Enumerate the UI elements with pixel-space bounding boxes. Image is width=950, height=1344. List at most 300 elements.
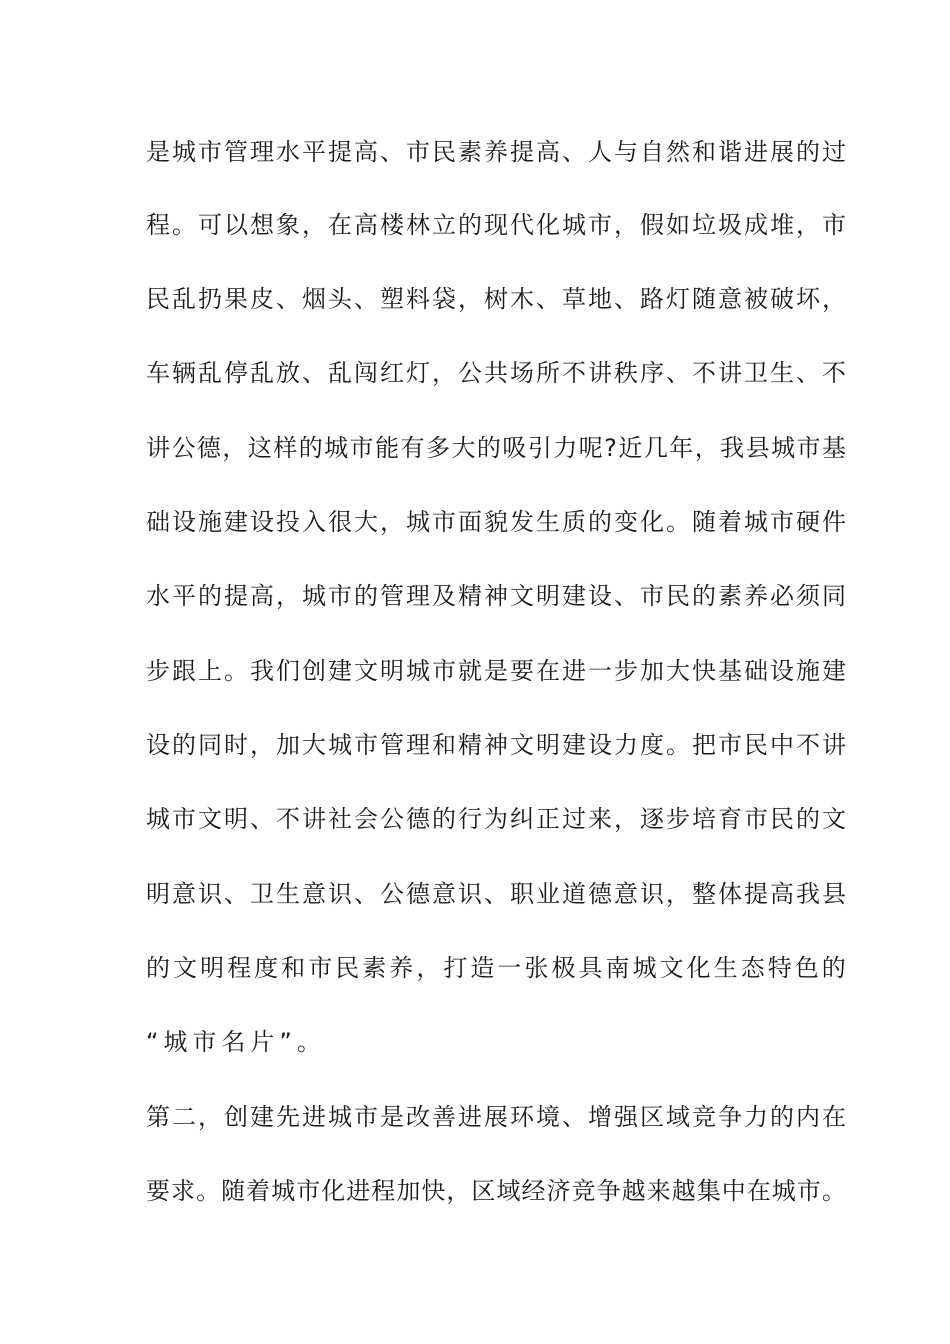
text-char: 德: [196, 434, 221, 462]
text-char: 、: [276, 285, 300, 313]
text-char: 养: [744, 582, 768, 610]
text-char: 面: [458, 508, 482, 536]
text-char: 力: [744, 1103, 768, 1131]
text-char: 中: [721, 1177, 746, 1205]
text-char: 第: [146, 1103, 170, 1131]
text-char: 的: [298, 434, 323, 462]
text-char: 灯: [406, 359, 430, 387]
text-char: 不: [822, 359, 846, 387]
text-char: 度: [254, 954, 279, 982]
text-char: 着: [718, 508, 742, 536]
text-char: 南: [605, 954, 630, 982]
text-char: 的: [821, 954, 846, 982]
text-char: 、: [796, 359, 820, 387]
text-char: 市: [308, 954, 333, 982]
text-char: 大: [666, 657, 690, 685]
text-char: 必: [770, 582, 794, 610]
text-char: 灯: [666, 285, 690, 313]
text-char: 多: [425, 434, 450, 462]
text-char: 神: [484, 731, 508, 759]
text-char: 放: [276, 359, 300, 387]
text-char: 假: [640, 211, 664, 239]
text-char: 展: [770, 138, 794, 166]
text-char: 几: [643, 434, 668, 462]
text-char: 料: [406, 285, 430, 313]
text-char: 社: [328, 805, 352, 833]
text-char: 在: [536, 657, 560, 685]
text-char: 基: [718, 657, 742, 685]
text-char: 打: [443, 954, 468, 982]
text-char: 意: [718, 285, 742, 313]
text-char: ，: [458, 285, 482, 313]
text-char: 民: [666, 582, 690, 610]
text-char: 竞: [692, 1103, 716, 1131]
text-char: 袋: [432, 285, 456, 313]
text-char: 近: [618, 434, 643, 462]
text-char: 着: [246, 1177, 271, 1205]
text-char: 环: [510, 1103, 534, 1131]
text-char: 进: [562, 657, 586, 685]
text-char: 和: [692, 138, 716, 166]
text-char: 道: [562, 880, 586, 908]
text-line: [146, 1097, 846, 1137]
text-line: [146, 1171, 846, 1211]
text-char: 文: [173, 954, 198, 982]
text-char: 扔: [198, 285, 222, 313]
text-char: 的: [354, 582, 378, 610]
text-char: 进: [458, 1103, 482, 1131]
text-char: 公: [380, 805, 404, 833]
text-char: 理: [250, 138, 274, 166]
text-char: 建: [562, 582, 586, 610]
text-char: 场: [510, 359, 534, 387]
text-char: 把: [692, 731, 716, 759]
text-char: ，: [198, 1103, 222, 1131]
text-char: 县: [822, 880, 846, 908]
text-char: 快: [421, 1177, 446, 1205]
text-char: 的: [692, 582, 716, 610]
text-char: 投: [276, 508, 300, 536]
text-char: 与: [614, 138, 638, 166]
text-char: 识: [458, 880, 482, 908]
text-char: 很: [328, 508, 352, 536]
text-char: 被: [744, 285, 768, 313]
text-char: 生: [536, 508, 560, 536]
text-line: [146, 205, 846, 245]
text-char: 明: [200, 954, 225, 982]
text-char: 乱: [198, 359, 222, 387]
text-char: 础: [146, 508, 170, 536]
text-char: 集: [696, 1177, 721, 1205]
text-char: 果: [224, 285, 248, 313]
text-char: 城: [324, 434, 349, 462]
text-char: 辆: [172, 359, 196, 387]
text-char: 地: [588, 285, 612, 313]
text-char: 城: [146, 805, 170, 833]
text-char: ，: [796, 211, 820, 239]
text-char: 随: [692, 285, 716, 313]
text-char: 加: [640, 657, 664, 685]
text-char: 市: [770, 508, 794, 536]
text-char: ，: [302, 211, 326, 239]
text-char: 年: [669, 434, 694, 462]
text-char: 来: [646, 1177, 671, 1205]
text-char: 这: [247, 434, 272, 462]
text-char: 整: [692, 880, 716, 908]
text-char: 民: [432, 138, 456, 166]
text-char: 生: [276, 880, 300, 908]
text-char: 吸: [502, 434, 527, 462]
text-char: 管: [224, 138, 248, 166]
text-char: 强: [614, 1103, 638, 1131]
text-char: 卫: [744, 359, 768, 387]
text-char: 公: [380, 880, 404, 908]
text-char: 经: [521, 1177, 546, 1205]
text-char: 识: [198, 880, 222, 908]
text-char: 意: [302, 880, 326, 908]
text-char: 车: [146, 359, 170, 387]
text-char: 们: [276, 657, 300, 685]
text-char: 民: [744, 731, 768, 759]
text-char: 头: [328, 285, 352, 313]
text-char: 可: [198, 211, 222, 239]
text-line: [146, 428, 846, 468]
text-char: 质: [562, 508, 586, 536]
text-char: 济: [546, 1177, 571, 1205]
text-char: 创: [224, 1103, 248, 1131]
text-char: 不: [562, 359, 586, 387]
text-char: 城: [172, 138, 196, 166]
text-char: 正: [536, 805, 560, 833]
text-char: 化: [536, 211, 560, 239]
text-char: 设: [146, 731, 170, 759]
text-char: 提: [510, 138, 534, 166]
text-char: 象: [276, 211, 300, 239]
text-char: 闯: [354, 359, 378, 387]
text-char: 以: [224, 211, 248, 239]
text-char: 和: [281, 954, 306, 982]
text-char: 。: [224, 657, 248, 685]
text-char: 的: [198, 582, 222, 610]
text-char: 大: [302, 731, 326, 759]
text-char: 乱: [172, 285, 196, 313]
text-char: ，: [822, 285, 846, 313]
text-char: 变: [614, 508, 638, 536]
text-char: 一: [588, 657, 612, 685]
text-char: 步: [666, 805, 690, 833]
text-char: 、: [536, 285, 560, 313]
text-char: 识: [328, 880, 352, 908]
text-char: 市: [296, 1177, 321, 1205]
text-char: 样: [273, 434, 298, 462]
text-char: 乱: [250, 359, 274, 387]
text-char: 、: [484, 880, 508, 908]
text-char: 不: [692, 359, 716, 387]
text-char: 木: [510, 285, 534, 313]
text-char: ，: [380, 508, 404, 536]
text-char: 水: [146, 582, 170, 610]
text-char: 为: [484, 805, 508, 833]
text-char: 高: [354, 138, 378, 166]
text-char: 德: [406, 805, 430, 833]
text-char: 来: [588, 805, 612, 833]
text-char: 是: [146, 138, 170, 166]
text-char: 不: [796, 731, 820, 759]
text-char: 力: [553, 434, 578, 462]
text-char: 意: [432, 880, 456, 908]
text-char: 设: [172, 508, 196, 536]
text-char: 如: [666, 211, 690, 239]
text-char: 精: [458, 582, 482, 610]
text-char: 的: [146, 954, 170, 982]
text-char: ，: [276, 582, 300, 610]
text-char: 提: [744, 880, 768, 908]
text-char: 创: [302, 657, 326, 685]
text-char: 化: [640, 508, 664, 536]
text-char: 。: [666, 731, 690, 759]
text-char: 貌: [484, 508, 508, 536]
text-char: 越: [671, 1177, 696, 1205]
text-char: 人: [588, 138, 612, 166]
text-char: 设: [770, 657, 794, 685]
text-char: 公: [458, 359, 482, 387]
text-char: 内: [796, 1103, 820, 1131]
text-char: 堆: [770, 211, 794, 239]
text-char: 高: [770, 880, 794, 908]
text-line: [146, 725, 846, 765]
text-char: 件: [822, 508, 846, 536]
text-char: 德: [406, 880, 430, 908]
text-char: 、: [562, 1103, 586, 1131]
text-char: 要: [146, 1177, 170, 1205]
text-char: 讲: [302, 805, 326, 833]
text-char: 、: [380, 138, 404, 166]
text-char: 。: [666, 508, 690, 536]
text-char: 高: [250, 582, 274, 610]
text-char: 、: [666, 359, 690, 387]
text-char: 。: [196, 1177, 221, 1205]
text-char: 城: [744, 508, 768, 536]
text-char: 市: [744, 805, 768, 833]
text-char: 市: [822, 211, 846, 239]
text-char: 展: [484, 1103, 508, 1131]
text-char: 区: [640, 1103, 664, 1131]
text-char: 序: [640, 359, 664, 387]
text-char: 特: [767, 954, 792, 982]
text-char: 须: [796, 582, 820, 610]
text-char: 程: [227, 954, 252, 982]
text-char: 生: [770, 359, 794, 387]
text-char: 发: [510, 508, 534, 536]
text-char: 跟: [172, 657, 196, 685]
text-char: 市: [640, 582, 664, 610]
text-char: 我: [250, 657, 274, 685]
text-line: “城市名片”。: [146, 1028, 326, 1056]
text-char: 造: [470, 954, 495, 982]
text-char: 我: [720, 434, 745, 462]
text-char: 建: [328, 657, 352, 685]
text-char: 的: [458, 211, 482, 239]
text-char: 善: [432, 1103, 456, 1131]
text-char: 乱: [328, 359, 352, 387]
text-char: 呢: [578, 434, 603, 462]
text-char: 民: [770, 805, 794, 833]
text-char: 我: [796, 880, 820, 908]
text-char: 文: [822, 805, 846, 833]
text-line: [146, 353, 846, 393]
text-line: [146, 279, 846, 319]
text-char: 过: [822, 138, 846, 166]
text-char: 市: [354, 1103, 378, 1131]
text-char: 提: [224, 582, 248, 610]
text-char: 文: [354, 657, 378, 685]
text-char: 育: [718, 805, 742, 833]
text-char: 不: [276, 805, 300, 833]
text-char: ，: [614, 211, 638, 239]
text-char: 境: [536, 1103, 560, 1131]
text-char: 力: [614, 731, 638, 759]
text-char: 市: [796, 434, 821, 462]
text-char: 的: [796, 805, 820, 833]
text-char: 建: [224, 508, 248, 536]
text-char: 理: [406, 731, 430, 759]
text-char: 加: [396, 1177, 421, 1205]
text-char: 破: [770, 285, 794, 313]
text-char: 讲: [718, 359, 742, 387]
text-char: 大: [451, 434, 476, 462]
text-char: 、: [354, 880, 378, 908]
text-char: 明: [536, 731, 560, 759]
text-char: 的: [796, 138, 820, 166]
text-char: 秩: [614, 359, 638, 387]
text-char: 增: [588, 1103, 612, 1131]
text-char: 想: [250, 211, 274, 239]
text-char: 越: [621, 1177, 646, 1205]
text-char: 争: [718, 1103, 742, 1131]
text-char: 会: [354, 805, 378, 833]
text-char: 成: [744, 211, 768, 239]
text-char: 设: [250, 508, 274, 536]
text-char: 施: [796, 657, 820, 685]
text-char: 管: [380, 582, 404, 610]
text-char: 是: [380, 1103, 404, 1131]
text-char: 逐: [640, 805, 664, 833]
text-char: 德: [588, 880, 612, 908]
text-char: 精: [458, 731, 482, 759]
text-char: 意: [614, 880, 638, 908]
text-char: 引: [527, 434, 552, 462]
text-char: ，: [446, 1177, 471, 1205]
text-char: 加: [276, 731, 300, 759]
text-char: 建: [562, 731, 586, 759]
text-line: [146, 874, 846, 914]
text-char: 城: [771, 1177, 796, 1205]
text-char: 市: [198, 138, 222, 166]
text-char: 明: [224, 805, 248, 833]
text-char: 、: [302, 359, 326, 387]
text-char: 民: [335, 954, 360, 982]
text-char: ，: [694, 434, 719, 462]
text-char: 皮: [250, 285, 274, 313]
text-char: 硬: [796, 508, 820, 536]
text-char: 共: [484, 359, 508, 387]
text-char: 张: [524, 954, 549, 982]
text-char: 市: [406, 138, 430, 166]
text-char: 区: [471, 1177, 496, 1205]
text-char: 城: [302, 582, 326, 610]
text-char: 建: [822, 657, 846, 685]
text-char: 烟: [302, 285, 326, 313]
text-char: 所: [536, 359, 560, 387]
text-line: [146, 948, 846, 988]
text-char: 坏: [796, 285, 820, 313]
text-char: ，: [416, 954, 441, 982]
text-char: 市: [718, 731, 742, 759]
text-char: 代: [510, 211, 534, 239]
text-char: ?: [604, 434, 617, 462]
text-char: 职: [510, 880, 534, 908]
text-char: 市: [588, 211, 612, 239]
text-char: 现: [484, 211, 508, 239]
text-char: 域: [496, 1177, 521, 1205]
text-char: 态: [740, 954, 765, 982]
text-char: 平: [302, 138, 326, 166]
text-char: 、: [250, 805, 274, 833]
text-char: 入: [302, 508, 326, 536]
text-char: 进: [346, 1177, 371, 1205]
text-char: 城: [328, 731, 352, 759]
text-char: 、: [224, 880, 248, 908]
text-char: 二: [172, 1103, 196, 1131]
text-char: 竞: [571, 1177, 596, 1205]
text-char: 和: [432, 731, 456, 759]
text-char: 有: [400, 434, 425, 462]
text-char: 然: [666, 138, 690, 166]
text-char: 市: [432, 657, 456, 685]
text-char: 。: [172, 211, 196, 239]
text-char: 塑: [380, 285, 404, 313]
text-char: 是: [484, 657, 508, 685]
text-char: 卫: [250, 880, 274, 908]
text-char: 明: [536, 582, 560, 610]
text-char: 文: [510, 582, 534, 610]
text-char: 程: [371, 1177, 396, 1205]
text-char: 化: [321, 1177, 346, 1205]
text-char: 体: [718, 880, 742, 908]
text-char: 同: [198, 731, 222, 759]
text-char: 文: [198, 805, 222, 833]
text-char: 停: [224, 359, 248, 387]
text-line: [146, 799, 846, 839]
text-char: 水: [276, 138, 300, 166]
text-char: 改: [406, 1103, 430, 1131]
text-char: 施: [198, 508, 222, 536]
text-char: 高: [536, 138, 560, 166]
text-char: 建: [250, 1103, 274, 1131]
text-char: 意: [172, 880, 196, 908]
text-char: 讲: [822, 731, 846, 759]
text-char: 文: [659, 954, 684, 982]
text-char: 求: [171, 1177, 196, 1205]
text-char: 城: [632, 954, 657, 982]
text-char: 生: [713, 954, 738, 982]
text-char: ，: [222, 434, 247, 462]
text-char: 明: [380, 657, 404, 685]
text-char: 度: [640, 731, 664, 759]
text-char: 立: [432, 211, 456, 239]
text-char: 路: [640, 285, 664, 313]
text-char: 高: [354, 211, 378, 239]
